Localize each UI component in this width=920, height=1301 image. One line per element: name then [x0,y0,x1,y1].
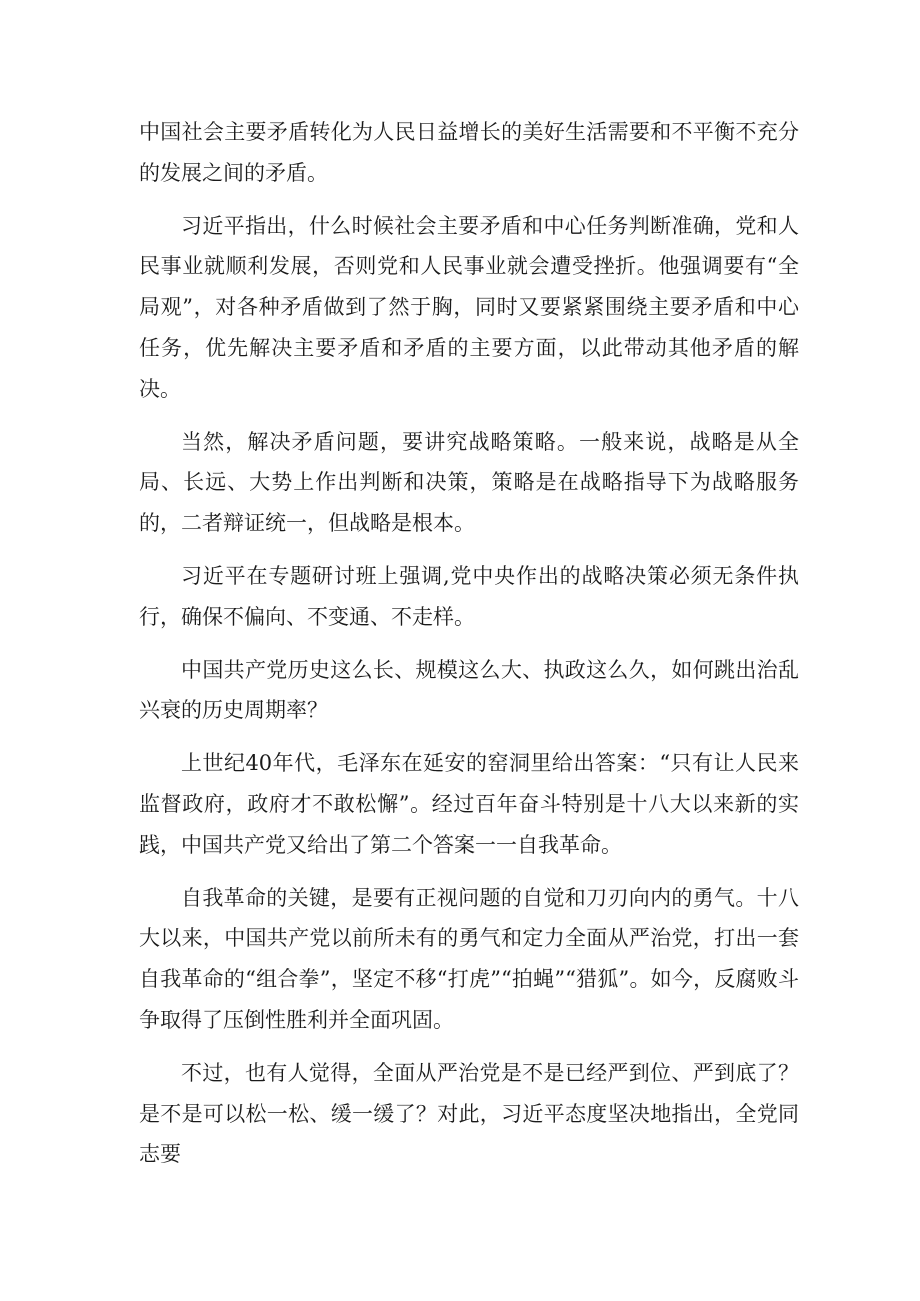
paragraph-7: 自我革命的关键，是要有正视问题的自觉和刀刃向内的勇气。十八大以来，中国共产党以前所未有的勇气和定力全面从严治党，打出一套自我革命的“组合拳”，坚定不移“打虎”“拍蝇”“猎狐”。如今，反腐败斗争取得了压倒性胜利并全面巩固。 [139,885,799,1032]
paragraph-3: 当然，解决矛盾问题，要讲究战略策略。一般来说，战略是从全局、长远、大势上作出判断和决策，策略是在战略指导下为战略服务的，二者辩证统一，但战略是根本。 [139,429,799,536]
paragraph-2: 习近平指出，什么时候社会主要矛盾和中心任务判断准确，党和人民事业就顺利发展，否则党和人民事业就会遭受挫折。他强调要有“全局观”，对各种矛盾做到了然于胸，同时又要紧紧围绕主要矛盾和中心任务，优先解决主要矛盾和矛盾的主要方面，以此带动其他矛盾的解决。 [139,213,799,401]
document-body [139,112,799,1187]
paragraph-5: 中国共产党历史这么长、规模这么大、执政这么久，如何跳出治乱兴衰的历史周期率？ [139,657,799,723]
paragraph-6: 上世纪40年代，毛泽东在延安的窑洞里给出答案：“只有让人民来监督政府，政府才不敢松懈”。经过百年奋斗特别是十八大以来新的实践，中国共产党又给出了第二个答案一一自我革命。 [139,751,799,857]
paragraph-1: 中国社会主要矛盾转化为人民日益增长的美好生活需要和不平衡不充分的发展之间的矛盾。 [139,120,799,185]
paragraph-4: 习近平在专题研讨班上强调,党中央作出的战略决策必须无条件执行，确保不偏向、不变通、不走样。 [139,563,799,629]
paragraph-8: 不过，也有人觉得，全面从严治党是不是已经严到位、严到底了？是不是可以松一松、缓一缓了？对此，习近平态度坚决地指出，全党同志要 [139,1060,799,1167]
